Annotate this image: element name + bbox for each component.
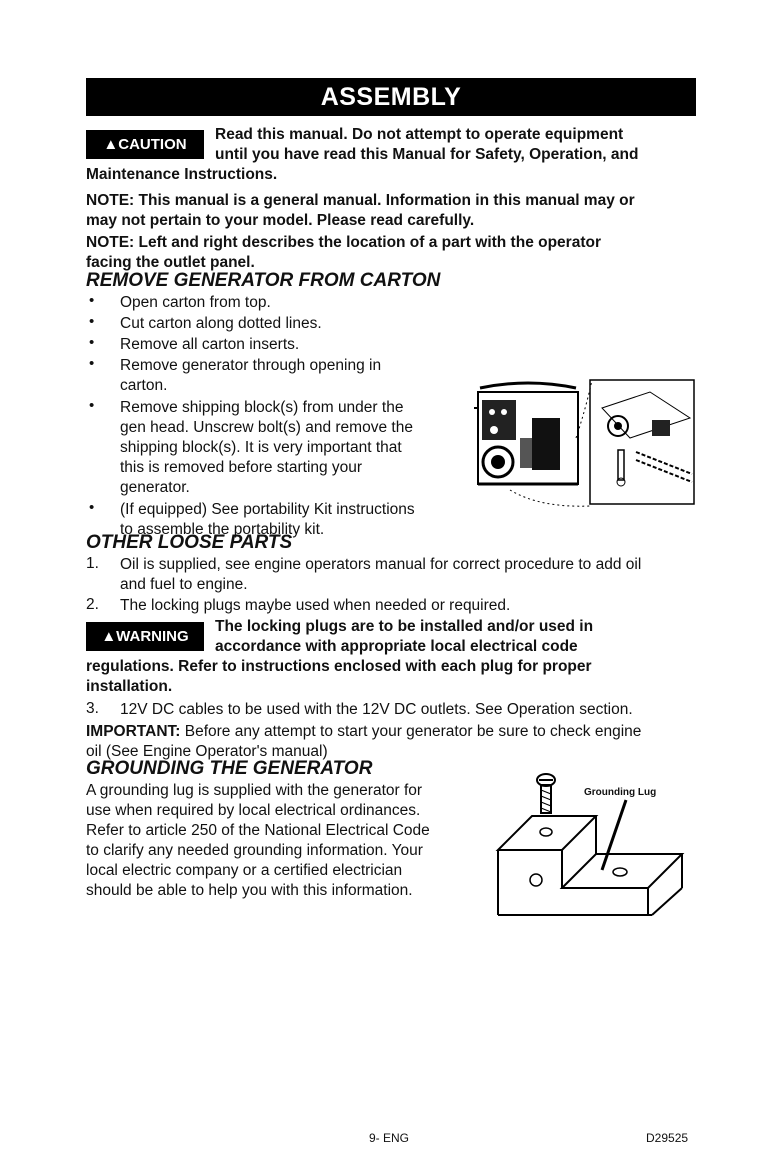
grounding-lug-label: Grounding Lug (584, 787, 657, 798)
bullet-dot: • (89, 397, 95, 414)
item-1-line-2: and fuel to engine. (120, 576, 248, 593)
bullet-5-line-4: this is removed before starting your (120, 459, 363, 476)
important-line-1 (86, 722, 641, 742)
document-code: D29525 (646, 1131, 689, 1145)
note-1-line-2: may not pertain to your model. Please read carefully. (86, 212, 475, 229)
bullet-3: Remove all carton inserts. (120, 336, 300, 353)
bullet-1: Open carton from top. (120, 294, 271, 311)
grounding-line-6: should be able to help you with this information. (86, 882, 413, 899)
bullet-5-line-2: gen head. Unscrew bolt(s) and remove the (120, 419, 413, 436)
item-2-line-1: The locking plugs maybe used when needed or required. (120, 597, 511, 614)
important-label: IMPORTANT: (86, 723, 181, 740)
grounding-line-2: use when required by local electrical ordinances. (86, 802, 421, 819)
loose-parts-heading: OTHER LOOSE PARTS (86, 532, 293, 553)
bullet-6-line-1: (If equipped) See portability Kit instructions (120, 501, 415, 518)
item-3-number: 3. (86, 700, 99, 717)
note-2-line-2: facing the outlet panel. (86, 254, 255, 271)
bullet-dot: • (89, 292, 95, 309)
important-text: Before any attempt to start your generator be sure to check engine (180, 723, 642, 740)
grounding-line-3: Refer to article 250 of the National Electrical Code (86, 822, 430, 839)
grounding-line-4: to clarify any needed grounding information. Your (86, 842, 423, 859)
bullet-5-line-3: shipping block(s). It is very important that (120, 439, 402, 456)
item-1-number: 1. (86, 555, 99, 572)
bullet-5-line-5: generator. (120, 479, 190, 496)
page-title-banner: ASSEMBLY (86, 78, 696, 116)
bullet-dot: • (89, 355, 95, 372)
caution-line-3: Maintenance Instructions. (86, 166, 278, 183)
caution-line-1: Read this manual. Do not attempt to operate equipment (215, 126, 624, 143)
warning-line-1: The locking plugs are to be installed and/or used in (215, 618, 594, 635)
item-2-number: 2. (86, 596, 99, 613)
page-number: 9- ENG (369, 1131, 410, 1145)
item-3-line-1: 12V DC cables to be used with the 12V DC outlets. See Operation section. (120, 701, 633, 718)
grounding-line-1: A grounding lug is supplied with the generator for (86, 782, 423, 799)
bullet-6-line-2: to assemble the portability kit. (120, 521, 325, 538)
warning-badge: ▲WARNING (86, 622, 204, 651)
generator-shipping-block-figure (470, 378, 696, 508)
important-line-2: oil (See Engine Operator's manual) (86, 743, 328, 760)
note-1-line-1: NOTE: This manual is a general manual. Information in this manual may or (86, 192, 635, 209)
item-1-line-1: Oil is supplied, see engine operators manual for correct procedure to add oil (120, 556, 642, 573)
bullet-dot: • (89, 334, 95, 351)
bullet-5-line-1: Remove shipping block(s) from under the (120, 399, 404, 416)
remove-heading: REMOVE GENERATOR FROM CARTON (86, 270, 441, 291)
caution-badge: ▲CAUTION (86, 130, 204, 159)
grounding-heading: GROUNDING THE GENERATOR (86, 758, 373, 779)
warning-line-2: accordance with appropriate local electrical code (215, 638, 578, 655)
bullet-4-line-2: carton. (120, 377, 168, 394)
caution-line-2: until you have read this Manual for Safety, Operation, and (215, 146, 639, 163)
bullet-2: Cut carton along dotted lines. (120, 315, 322, 332)
note-2-line-1: NOTE: Left and right describes the location of a part with the operator (86, 234, 601, 251)
bullet-4-line-1: Remove generator through opening in (120, 357, 382, 374)
warning-line-4: installation. (86, 678, 173, 695)
bullet-dot: • (89, 313, 95, 330)
grounding-line-5: local electric company or a certified electrician (86, 862, 403, 879)
warning-line-3: regulations. Refer to instructions enclosed with each plug for proper (86, 658, 592, 675)
bullet-dot: • (89, 499, 95, 516)
